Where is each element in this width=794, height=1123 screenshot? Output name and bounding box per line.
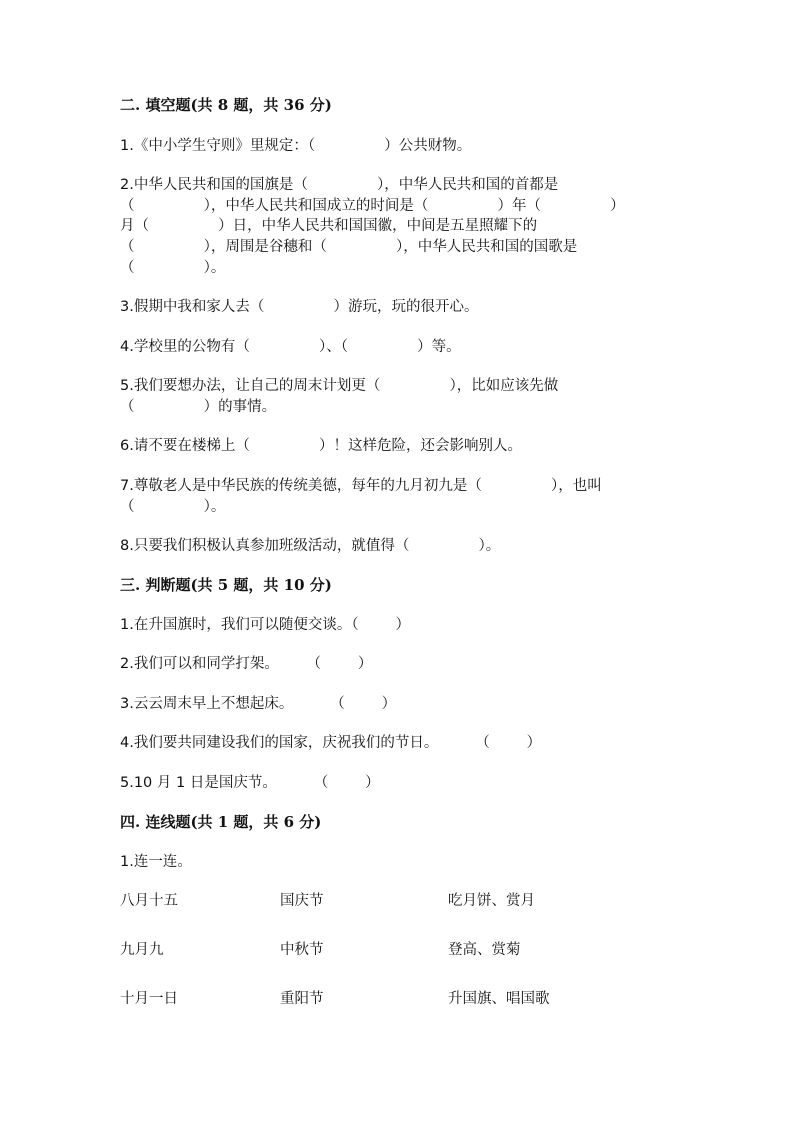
fill-q2-line5: （ ）。 — [120, 260, 226, 276]
fill-q5-line2: （ ）的事情。 — [120, 399, 277, 415]
match-custom: 吃月饼、赏月 — [448, 893, 535, 909]
fill-q7-line2: （ ）。 — [120, 499, 226, 515]
fill-q1: 1.《中小学生守则》里规定：（ ）公共财物。 — [120, 138, 472, 154]
match-date: 十月一日 — [120, 991, 178, 1007]
match-festival: 重阳节 — [280, 991, 324, 1007]
judge-q1: 1.在升国旗时，我们可以随便交谈。（ ） — [120, 617, 410, 633]
section-heading-fill-blank: 二. 填空题(共 8 题，共 36 分) — [120, 96, 332, 114]
fill-q2-line2: （ ），中华人民共和国成立的时间是（ ）年（ ） — [120, 198, 625, 214]
judge-q4: 4.我们要共同建设我们的国家，庆祝我们的节日。 （ ） — [120, 735, 542, 751]
match-date: 八月十五 — [120, 893, 178, 909]
judge-q2: 2.我们可以和同学打架。 （ ） — [120, 656, 373, 672]
match-custom: 登高、赏菊 — [448, 942, 521, 958]
fill-q5-line1: 5.我们要想办法，让自己的周末计划更（ ），比如应该先做 — [120, 378, 559, 394]
fill-q3: 3.假期中我和家人去（ ）游玩，玩的很开心。 — [120, 299, 479, 315]
section-heading-true-false: 三. 判断题(共 5 题，共 10 分) — [120, 576, 332, 594]
fill-q8: 8.只要我们积极认真参加班级活动，就值得（ ）。 — [120, 538, 501, 554]
match-festival: 中秋节 — [280, 942, 324, 958]
judge-q5: 5.10 月 1 日是国庆节。 （ ） — [120, 775, 380, 791]
fill-q7-line1: 7.尊敬老人是中华民族的传统美德，每年的九月初九是（ ），也叫 — [120, 478, 602, 494]
match-date: 九月九 — [120, 942, 164, 958]
fill-q6: 6.请不要在楼梯上（ ）！这样危险，还会影响别人。 — [120, 438, 522, 454]
fill-q2-line3: 月（ ）日，中华人民共和国国徽，中间是五星照耀下的 — [120, 218, 538, 234]
match-festival: 国庆节 — [280, 893, 324, 909]
fill-q2-line1: 2.中华人民共和国的国旗是（ ），中华人民共和国的首都是 — [120, 177, 559, 193]
judge-q3: 3.云云周末早上不想起床。 （ ） — [120, 696, 397, 712]
match-custom: 升国旗、唱国歌 — [448, 991, 550, 1007]
fill-q2-line4: （ ），周围是谷穗和（ ），中华人民共和国的国歌是 — [120, 239, 578, 255]
section-heading-matching: 四. 连线题(共 1 题，共 6 分) — [120, 813, 322, 831]
matching-question: 1.连一连。 — [120, 854, 192, 870]
fill-q4: 4.学校里的公物有（ ）、（ ）等。 — [120, 339, 461, 355]
